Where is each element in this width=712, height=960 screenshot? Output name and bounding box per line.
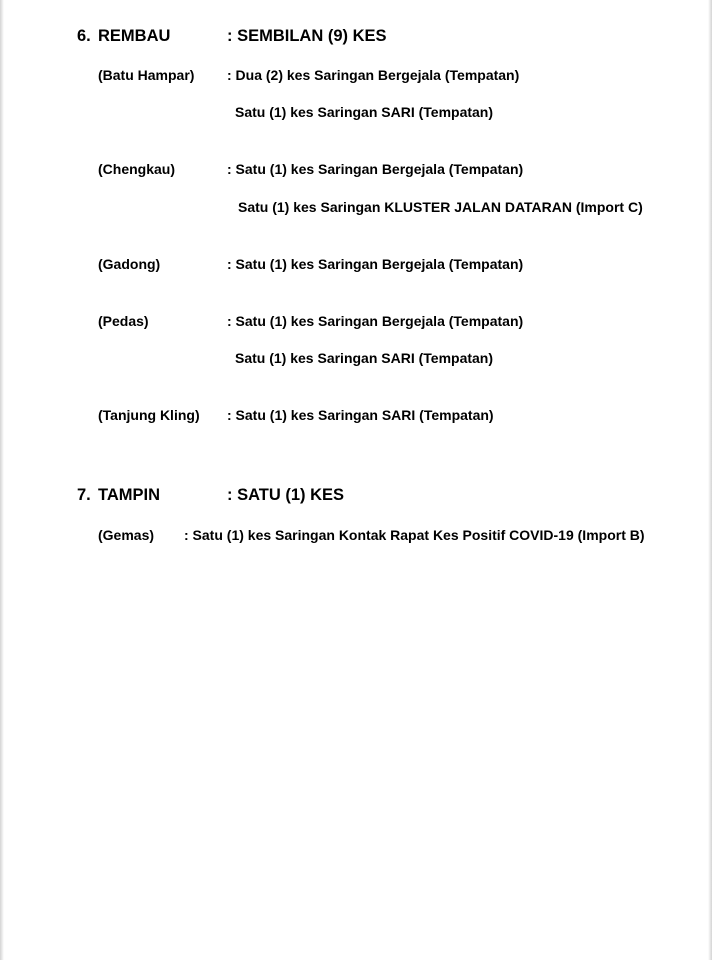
area-name: (Gadong) (98, 256, 161, 272)
area-name: (Gemas) (98, 527, 155, 543)
case-line: : Satu (1) kes Saringan Bergejala (Tempatan) (227, 161, 524, 177)
case-line: : Satu (1) kes Saringan Bergejala (Tempatan) (227, 313, 524, 329)
area-name: (Pedas) (98, 313, 149, 329)
page-edge-left (0, 0, 4, 960)
case-line: : Satu (1) kes Saringan Kontak Rapat Kes Positif COVID-19 (Import B) (184, 527, 645, 543)
district-name: REMBAU (98, 27, 171, 45)
district-number: 7. (77, 486, 91, 504)
district-name: TAMPIN (98, 486, 161, 504)
area-name: (Chengkau) (98, 161, 175, 177)
district-total: : SEMBILAN (9) KES (227, 27, 387, 45)
district-total: : SATU (1) KES (227, 486, 345, 504)
page-edge-right (708, 0, 712, 960)
case-line: Satu (1) kes Saringan SARI (Tempatan) (235, 104, 494, 120)
case-line: : Dua (2) kes Saringan Bergejala (Tempatan) (227, 67, 520, 83)
case-line: : Satu (1) kes Saringan Bergejala (Tempatan) (227, 256, 524, 272)
case-line: Satu (1) kes Saringan SARI (Tempatan) (235, 350, 494, 366)
area-name: (Batu Hampar) (98, 67, 195, 83)
case-line: Satu (1) kes Saringan KLUSTER JALAN DATARAN (Import C) (238, 199, 643, 215)
area-name: (Tanjung Kling) (98, 407, 200, 423)
case-line: : Satu (1) kes Saringan SARI (Tempatan) (227, 407, 494, 423)
district-number: 6. (77, 27, 91, 45)
